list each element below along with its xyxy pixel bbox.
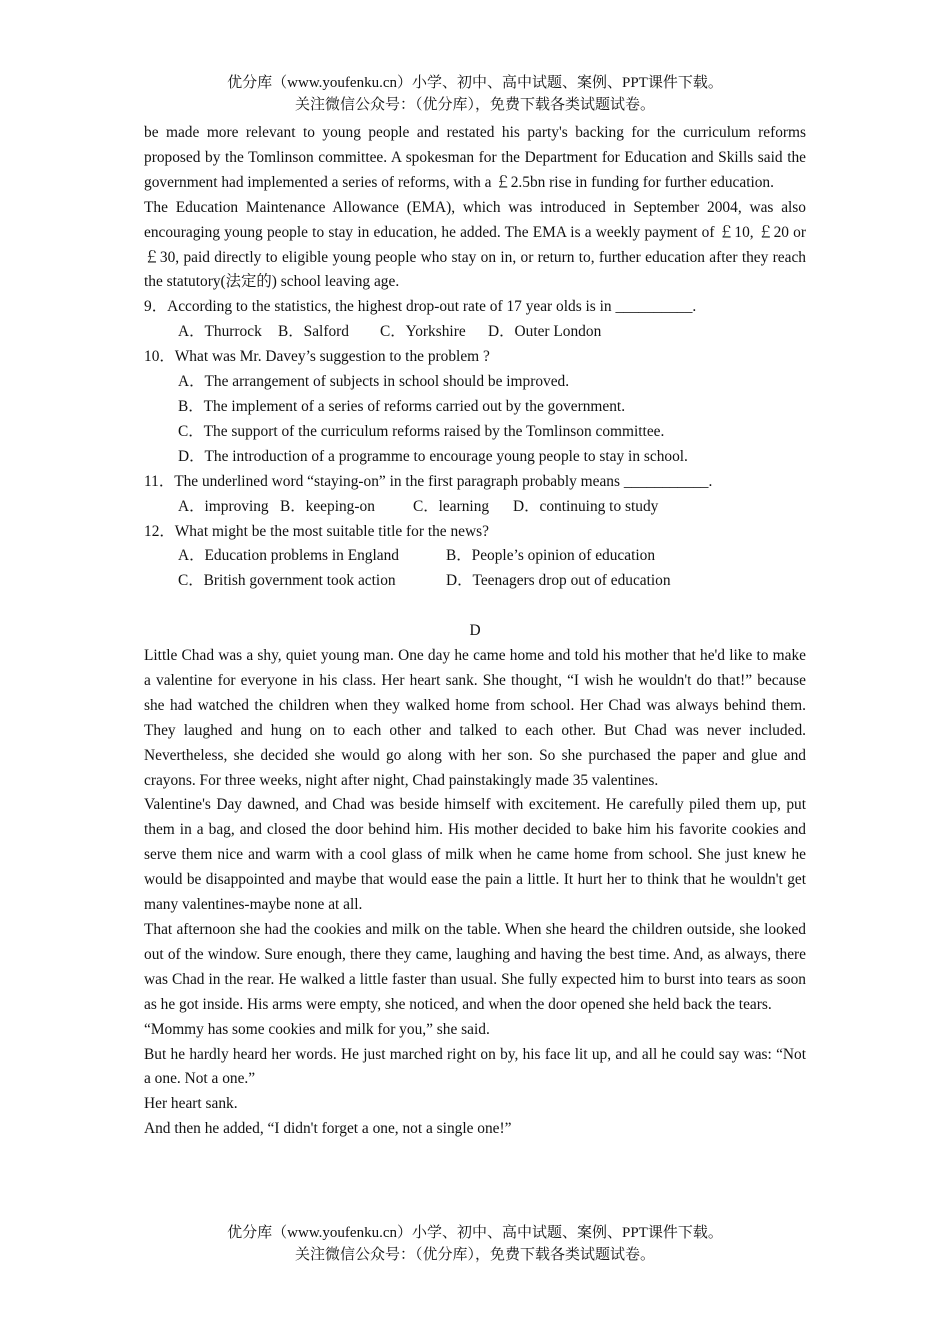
question-10-stem: 10．What was Mr. Davey’s suggestion to the problem ? (144, 348, 490, 366)
option: D．continuing to study (513, 497, 659, 515)
page-header (0, 72, 950, 116)
section-d-paragraph: Valentine's Day dawned, and Chad was beside himself with excitement. He carefully piled them up, put them in a bag, and closed the door behind him. His mother decided to bake him his favorite cookies and serve them nice and warm with a cool glass of milk when he came home from school. She just knew he would be disappointed and maybe that would ease the pain a little. It hurt her to think that he wouldn't get many valentines-maybe none at all. (144, 796, 806, 914)
footer-line-1: 优分库（www.youfenku.cn）小学、初中、高中试题、案例、PPT课件下载。 (227, 1225, 723, 1241)
option: A．improving (178, 497, 269, 515)
page-footer (0, 1222, 950, 1266)
header-line-2: 关注微信公众号：（优分库），免费下载各类试题试卷。 (294, 97, 655, 113)
option: D．Outer London (488, 323, 602, 341)
option: B．People’s opinion of education (446, 547, 656, 565)
section-d-paragraph: But he hardly heard her words. He just marched right on by, his face lit up, and all he could say was: “Not a one. Not a one.” (144, 1045, 806, 1088)
section-d-paragraph: That afternoon she had the cookies and milk on the table. When she heard the children outside, she looked out of the window. Sure enough, there they came, laughing and having the best time. And, as always, there was Chad in the rear. He walked a little faster than usual. She fully expected him to burst into tears as soon as he got inside. His arms were empty, she noticed, and when the door opened she held back the tears. (144, 920, 806, 1013)
section-d-paragraph: And then he added, “I didn't forget a one, not a single one!” (144, 1120, 512, 1138)
option: D．The introduction of a programme to encourage young people to stay in school. (178, 447, 688, 465)
question-12-options-row-2 (144, 569, 806, 594)
section-d-paragraph: “Mommy has some cookies and milk for you,” she said. (144, 1020, 490, 1038)
spacer (144, 594, 806, 619)
option: B．keeping-on (280, 497, 375, 515)
option: B．Salford (278, 323, 349, 341)
question-12-stem: 12．What might be the most suitable title for the news? (144, 522, 489, 540)
section-d-heading: D (469, 622, 481, 640)
passage-c-paragraph: be made more relevant to young people and restated his party's backing for the curriculum reforms proposed by the Tomlinson committee. A spokesman for the Department for Education and Skills said the government had implemented a series of reforms, with a ￡2.5bn rise in funding for further education. (144, 124, 806, 191)
option: C．learning (413, 497, 490, 515)
option: D．Teenagers drop out of education (446, 572, 671, 590)
option: C．British government took action (178, 572, 396, 590)
question-9-stem: 9．According to the statistics, the highest drop-out rate of 17 year olds is in __________. (144, 298, 697, 316)
document-body (144, 121, 806, 1142)
passage-c-paragraph: The Education Maintenance Allowance (EMA), which was introduced in September 2004, was also encouraging young people to stay in education, he added. The EMA is a weekly payment of ￡10, ￡20 or ￡30, paid directly to eligible young people who stay on in, or return to, further education after they reach the statutory(法定的) school leaving age. (144, 198, 806, 291)
question-9-options (144, 320, 806, 345)
section-d-paragraph: Little Chad was a shy, quiet young man. One day he came home and told his mother that he'd like to make a valentine for everyone in his class. Her heart sank. She thought, “I wish he wouldn't do that!” because she had watched the children when they walked home from school. Her Chad was always behind them. They laughed and hung on to each other and talked to each other. But Chad was never included. Nevertheless, she decided she would go along with her son. So she purchased the paper and glue and crayons. For three weeks, night after night, Chad painstakingly made 35 valentines. (144, 647, 806, 789)
option: B．The implement of a series of reforms carried out by the government. (178, 397, 626, 415)
option: C．The support of the curriculum reforms raised by the Tomlinson committee. (178, 422, 665, 440)
question-12-options-row-1 (144, 544, 806, 569)
option: A．Education problems in England (178, 547, 399, 565)
option: A．The arrangement of subjects in school should be improved. (178, 373, 570, 391)
option: C．Yorkshire (380, 323, 466, 341)
header-line-1: 优分库（www.youfenku.cn）小学、初中、高中试题、案例、PPT课件下载。 (227, 75, 723, 91)
option: A．Thurrock (178, 323, 262, 341)
section-d-paragraph: Her heart sank. (144, 1095, 238, 1113)
question-11-options (144, 495, 806, 520)
footer-line-2: 关注微信公众号：（优分库），免费下载各类试题试卷。 (294, 1247, 655, 1263)
question-11-stem: 11．The underlined word “staying-on” in the first paragraph probably means ___________. (144, 472, 713, 490)
